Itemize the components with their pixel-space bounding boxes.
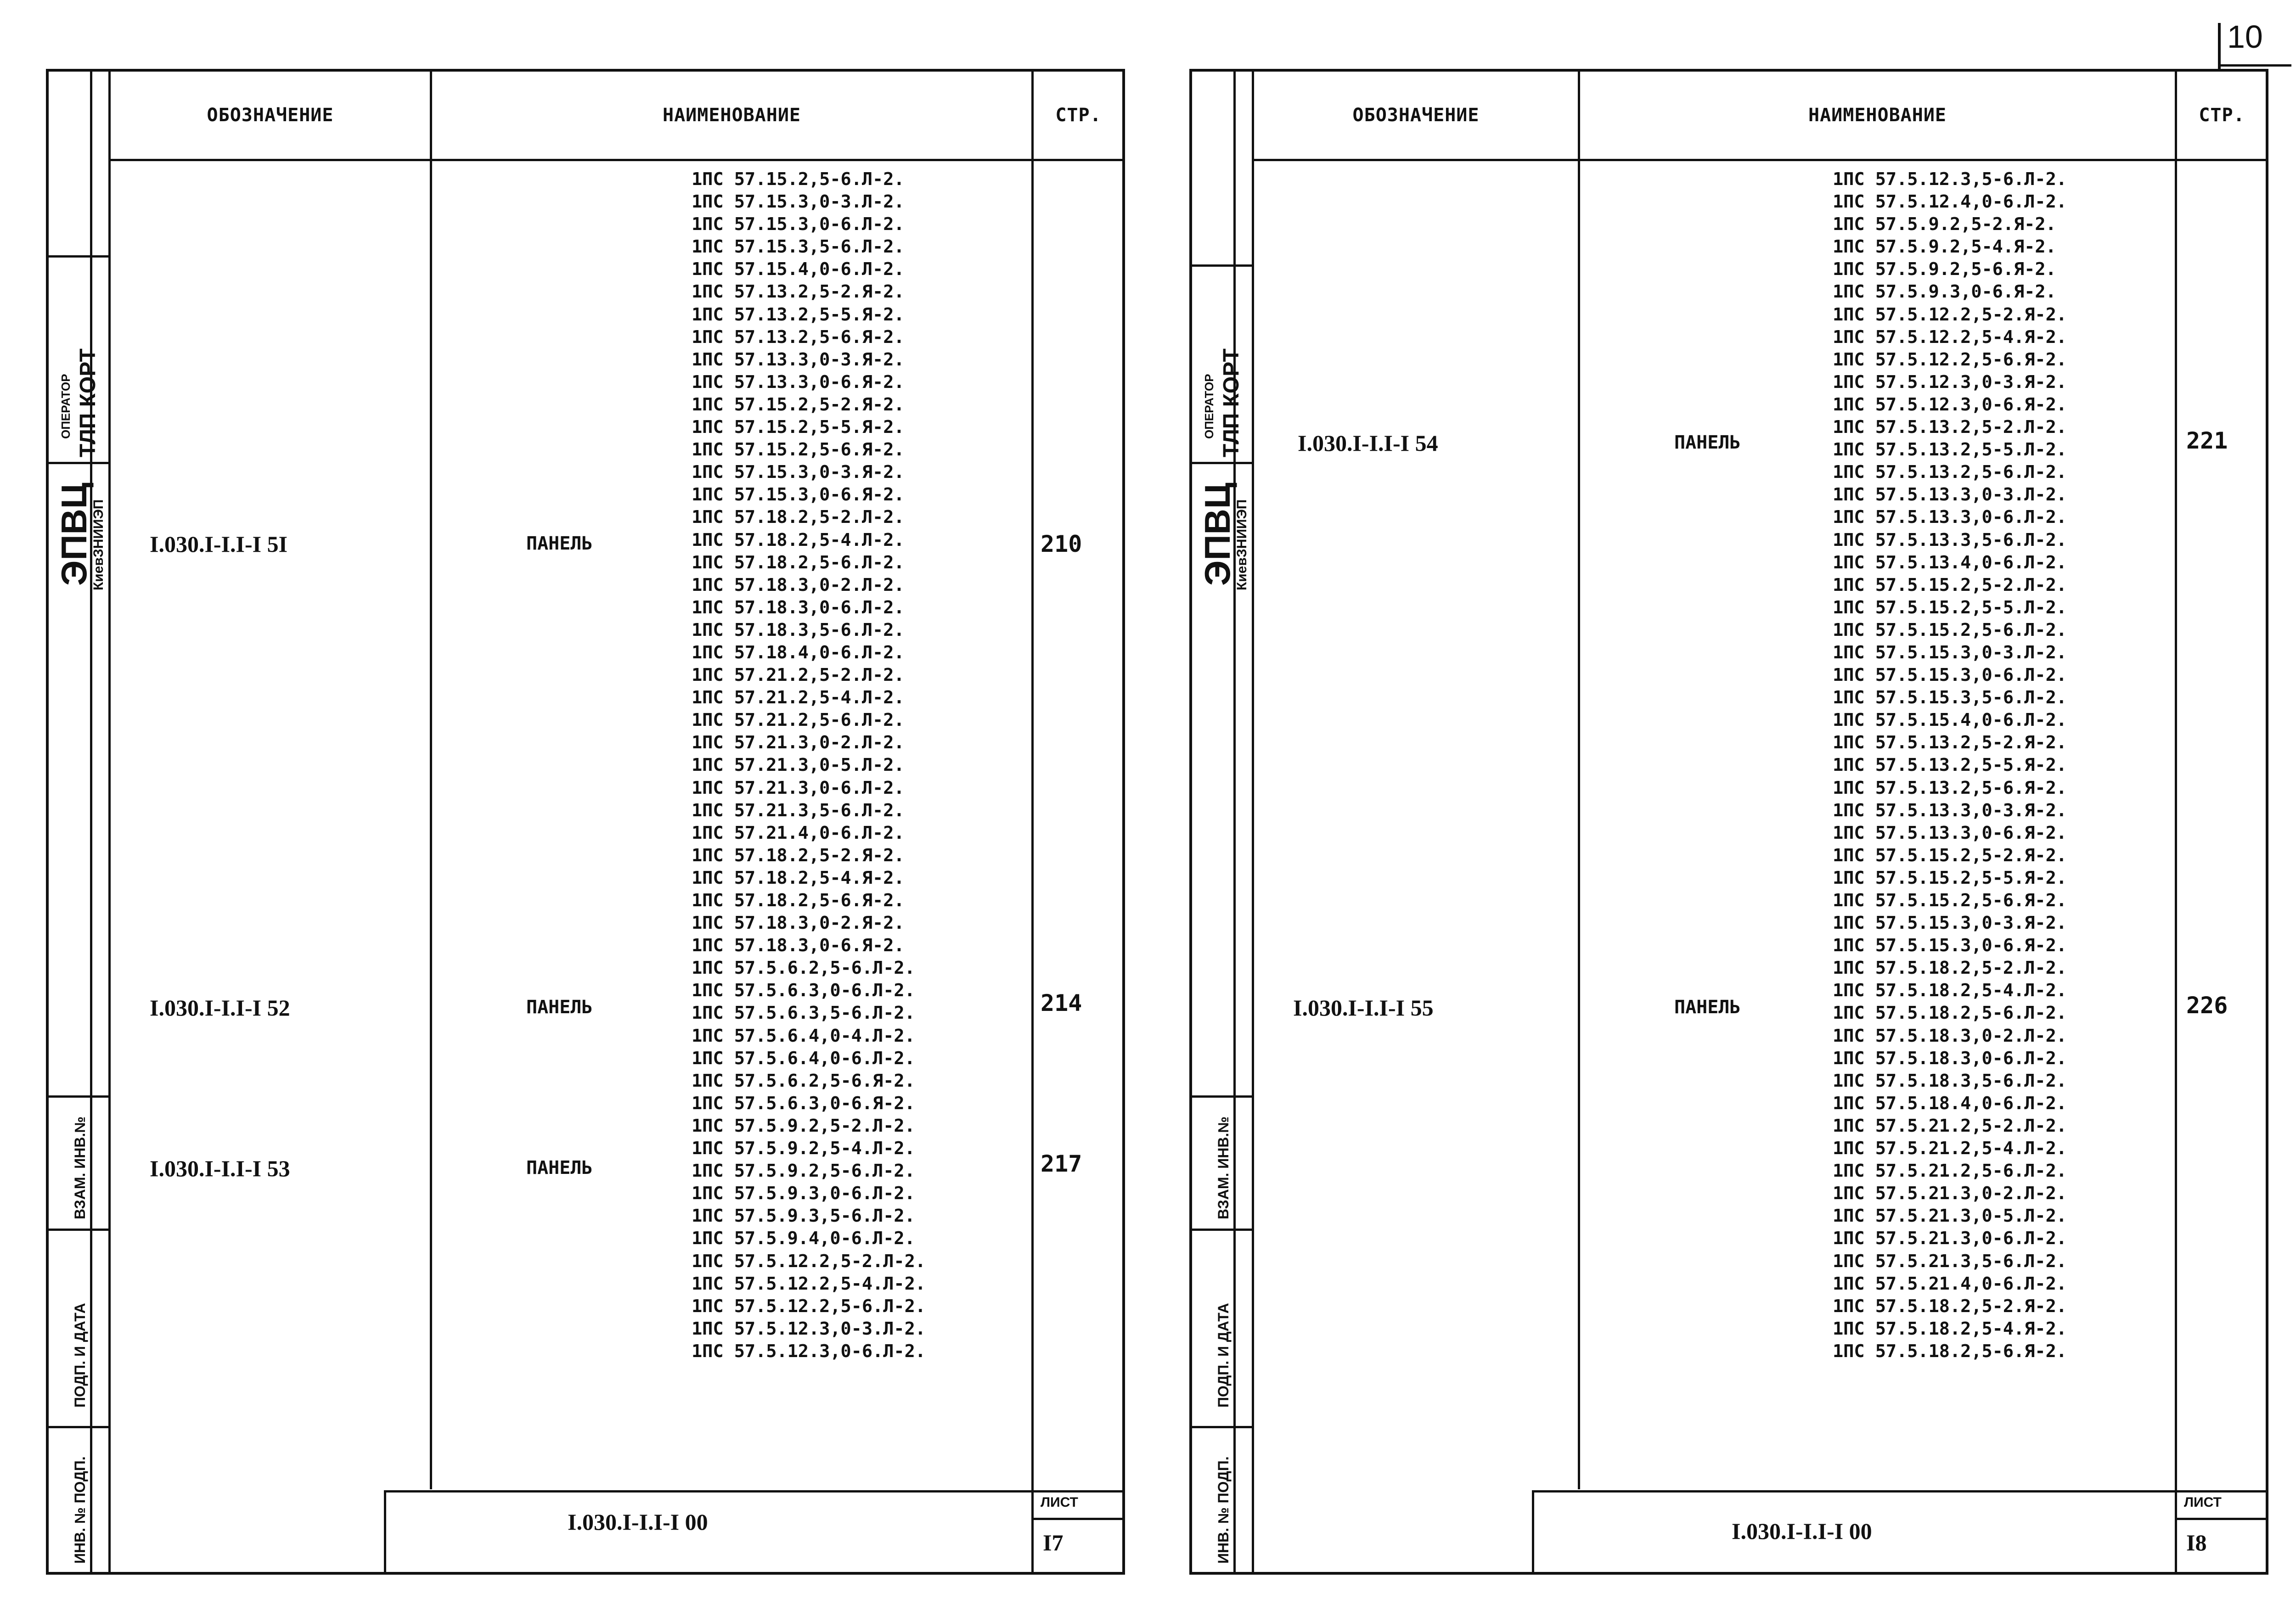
stamp-org-sub: КиевЗНИИЭП xyxy=(1234,499,1249,590)
spec-line: 1ПС 57.18.2,5-6.Л-2. xyxy=(692,552,905,573)
spec-line: 1ПС 57.15.2,5-2.Я-2. xyxy=(692,394,905,415)
header-name: НАИМЕНОВАНИЕ xyxy=(1808,105,1947,126)
spec-line: 1ПС 57.5.21.3,0-6.Л-2. xyxy=(1833,1228,2067,1249)
spec-line: 1ПС 57.5.9.3,5-6.Л-2. xyxy=(692,1206,915,1227)
spec-line: 1ПС 57.21.3,5-6.Л-2. xyxy=(692,800,905,821)
page-number: 10 xyxy=(2227,19,2263,55)
spec-line: 1ПС 57.13.2,5-5.Я-2. xyxy=(692,304,905,325)
spec-line: 1ПС 57.5.6.3,0-6.Я-2. xyxy=(692,1093,915,1114)
list-label: ЛИСТ xyxy=(2184,1495,2222,1510)
spec-line: 1ПС 57.5.15.3,0-6.Л-2. xyxy=(1833,665,2067,686)
spec-line: 1ПС 57.5.21.2,5-4.Л-2. xyxy=(1833,1138,2067,1159)
spec-line: 1ПС 57.5.13.4,0-6.Л-2. xyxy=(1833,552,2067,573)
spec-line: 1ПС 57.5.12.3,0-6.Я-2. xyxy=(1833,394,2067,415)
entry-page: 217 xyxy=(1041,1150,1082,1177)
spec-line: 1ПС 57.5.18.2,5-2.Л-2. xyxy=(1833,958,2067,979)
spec-line: 1ПС 57.15.3,0-6.Л-2. xyxy=(692,214,905,235)
spec-line: 1ПС 57.18.2,5-2.Л-2. xyxy=(692,507,905,528)
header-designation: ОБОЗНАЧЕНИЕ xyxy=(207,105,334,126)
spec-line: 1ПС 57.21.4,0-6.Л-2. xyxy=(692,822,905,843)
spec-line: 1ПС 57.5.18.2,5-6.Л-2. xyxy=(1833,1003,2067,1024)
spec-line: 1ПС 57.18.4,0-6.Л-2. xyxy=(692,642,905,663)
spec-line: 1ПС 57.5.6.4,0-4.Л-2. xyxy=(692,1025,915,1046)
footer-left-border xyxy=(384,1490,386,1572)
stamp-divider xyxy=(1233,72,1236,1572)
entry-page: 226 xyxy=(2186,992,2228,1019)
spec-line: 1ПС 57.5.12.2,5-2.Я-2. xyxy=(1833,304,2067,325)
spec-line: 1ПС 57.18.3,0-6.Л-2. xyxy=(692,597,905,618)
header-designation: ОБОЗНАЧЕНИЕ xyxy=(1352,105,1480,126)
spec-list xyxy=(692,168,926,1363)
header-page: СТР. xyxy=(2199,105,2245,126)
spec-line: 1ПС 57.13.3,0-3.Я-2. xyxy=(692,349,905,370)
spec-line: 1ПС 57.5.15.2,5-6.Я-2. xyxy=(1833,890,2067,911)
stamp-operator-name: ТЛП КОРТ xyxy=(1219,348,1244,457)
list-label: ЛИСТ xyxy=(1041,1495,1078,1510)
list-number: I7 xyxy=(1043,1530,1064,1555)
spec-line: 1ПС 57.5.13.2,5-6.Л-2. xyxy=(1833,462,2067,483)
spec-line: 1ПС 57.5.12.3,5-6.Л-2. xyxy=(1833,169,2067,190)
spec-list xyxy=(1833,168,2067,1363)
header-page: СТР. xyxy=(1055,105,1102,126)
stamp-box-line xyxy=(49,1229,108,1231)
stamp-box-line xyxy=(1192,1426,1252,1428)
footer-divider xyxy=(384,1490,1122,1493)
spec-line: 1ПС 57.5.12.2,5-4.Л-2. xyxy=(692,1273,926,1294)
spec-line: 1ПС 57.21.3,0-2.Л-2. xyxy=(692,732,905,753)
header-divider xyxy=(108,159,1122,161)
entry-name: ПАНЕЛЬ xyxy=(526,1157,593,1178)
spec-line: 1ПС 57.18.3,0-2.Я-2. xyxy=(692,913,905,934)
spec-line: 1ПС 57.5.6.2,5-6.Л-2. xyxy=(692,958,915,979)
spec-line: 1ПС 57.5.18.2,5-6.Я-2. xyxy=(1833,1341,2067,1362)
spec-line: 1ПС 57.5.13.3,0-6.Я-2. xyxy=(1833,822,2067,843)
stamp-box-line xyxy=(1192,1095,1252,1098)
spec-line: 1ПС 57.5.12.2,5-2.Л-2. xyxy=(692,1251,926,1272)
spec-line: 1ПС 57.5.18.2,5-4.Я-2. xyxy=(1833,1318,2067,1339)
spec-line: 1ПС 57.5.9.2,5-6.Я-2. xyxy=(1833,259,2056,280)
stamp-divider xyxy=(108,72,111,1572)
stamp-vzam-inv: ВЗАМ. ИНВ.№ xyxy=(1215,1116,1232,1219)
spec-line: 1ПС 57.5.6.4,0-6.Л-2. xyxy=(692,1048,915,1069)
column-divider xyxy=(430,72,432,1489)
spec-line: 1ПС 57.18.2,5-4.Л-2. xyxy=(692,529,905,550)
spec-line: 1ПС 57.15.3,0-3.Я-2. xyxy=(692,462,905,483)
spec-line: 1ПС 57.21.3,0-5.Л-2. xyxy=(692,755,905,776)
spec-line: 1ПС 57.5.13.3,0-6.Л-2. xyxy=(1833,507,2067,528)
header-divider xyxy=(1252,159,2266,161)
spec-line: 1ПС 57.5.21.3,0-2.Л-2. xyxy=(1833,1183,2067,1204)
stamp-box-line xyxy=(49,462,108,464)
spec-line: 1ПС 57.18.2,5-6.Я-2. xyxy=(692,890,905,911)
spec-line: 1ПС 57.5.15.4,0-6.Л-2. xyxy=(1833,710,2067,731)
entry-code: I.030.I-I.I-I 5I xyxy=(150,531,288,557)
spec-line: 1ПС 57.5.13.3,0-3.Л-2. xyxy=(1833,484,2067,505)
list-label-divider xyxy=(1031,1518,1122,1520)
entry-code: I.030.I-I.I-I 54 xyxy=(1298,430,1438,456)
stamp-inv-podp: ИНВ. № ПОДП. xyxy=(1215,1456,1232,1564)
sheet-left xyxy=(46,69,1125,1575)
spec-line: 1ПС 57.5.15.2,5-6.Л-2. xyxy=(1833,619,2067,640)
stamp-operator-name: ТЛП КОРТ xyxy=(76,348,100,457)
spec-line: 1ПС 57.21.2,5-4.Л-2. xyxy=(692,687,905,708)
spec-line: 1ПС 57.5.15.2,5-2.Л-2. xyxy=(1833,574,2067,595)
spec-line: 1ПС 57.5.15.3,5-6.Л-2. xyxy=(1833,687,2067,708)
spec-line: 1ПС 57.18.3,0-2.Л-2. xyxy=(692,574,905,595)
stamp-box-line xyxy=(1192,1229,1252,1231)
spec-line: 1ПС 57.5.18.4,0-6.Л-2. xyxy=(1833,1093,2067,1114)
footer-code: I.030.I-I.I-I 00 xyxy=(568,1509,708,1535)
stamp-box-line xyxy=(49,1426,108,1428)
spec-line: 1ПС 57.13.2,5-2.Я-2. xyxy=(692,281,905,303)
sheet-right xyxy=(1189,69,2268,1575)
spec-line: 1ПС 57.5.15.3,0-3.Л-2. xyxy=(1833,642,2067,663)
spec-line: 1ПС 57.21.2,5-6.Л-2. xyxy=(692,710,905,731)
column-divider xyxy=(2175,72,2177,1572)
entry-page: 214 xyxy=(1041,990,1082,1016)
entry-code: I.030.I-I.I-I 53 xyxy=(150,1156,290,1181)
stamp-org-sub: КиевЗНИИЭП xyxy=(91,499,106,590)
spec-line: 1ПС 57.5.18.2,5-2.Я-2. xyxy=(1833,1296,2067,1317)
spec-line: 1ПС 57.5.21.2,5-2.Л-2. xyxy=(1833,1115,2067,1136)
spec-line: 1ПС 57.5.9.2,5-2.Я-2. xyxy=(1833,214,2056,235)
spec-line: 1ПС 57.5.15.2,5-5.Я-2. xyxy=(1833,867,2067,888)
spec-line: 1ПС 57.5.15.2,5-5.Л-2. xyxy=(1833,597,2067,618)
list-number: I8 xyxy=(2186,1530,2207,1555)
page-number-underline xyxy=(2218,64,2291,67)
spec-line: 1ПС 57.15.2,5-6.Я-2. xyxy=(692,439,905,460)
spec-line: 1ПС 57.5.18.2,5-4.Л-2. xyxy=(1833,980,2067,1001)
spec-line: 1ПС 57.5.18.3,0-6.Л-2. xyxy=(1833,1048,2067,1069)
spec-line: 1ПС 57.5.9.2,5-4.Я-2. xyxy=(1833,236,2056,258)
spec-line: 1ПС 57.5.9.2,5-2.Л-2. xyxy=(692,1115,915,1136)
stamp-box-line xyxy=(1192,264,1252,267)
spec-line: 1ПС 57.5.13.3,5-6.Л-2. xyxy=(1833,529,2067,550)
stamp-box-line xyxy=(1192,462,1252,464)
spec-line: 1ПС 57.5.6.2,5-6.Я-2. xyxy=(692,1070,915,1091)
stamp-operator-label: ОПЕРАТОР xyxy=(1202,374,1216,439)
spec-line: 1ПС 57.13.2,5-6.Я-2. xyxy=(692,326,905,348)
column-divider xyxy=(1578,72,1580,1489)
spec-line: 1ПС 57.5.13.2,5-5.Л-2. xyxy=(1833,439,2067,460)
spec-line: 1ПС 57.5.21.2,5-6.Л-2. xyxy=(1833,1161,2067,1182)
spec-line: 1ПС 57.15.3,5-6.Л-2. xyxy=(692,236,905,258)
spec-line: 1ПС 57.5.12.3,0-3.Л-2. xyxy=(692,1318,926,1339)
entry-name: ПАНЕЛЬ xyxy=(526,533,593,554)
spec-line: 1ПС 57.18.2,5-2.Я-2. xyxy=(692,845,905,866)
stamp-operator-label: ОПЕРАТОР xyxy=(59,374,73,439)
spec-line: 1ПС 57.5.9.2,5-4.Л-2. xyxy=(692,1138,915,1159)
stamp-box-line xyxy=(49,1095,108,1098)
stamp-org: ЭПВЦ xyxy=(1197,483,1238,586)
page-number-bar xyxy=(2218,23,2221,69)
spec-line: 1ПС 57.18.2,5-4.Я-2. xyxy=(692,867,905,888)
spec-line: 1ПС 57.5.18.3,5-6.Л-2. xyxy=(1833,1070,2067,1091)
spec-line: 1ПС 57.15.3,0-3.Л-2. xyxy=(692,191,905,213)
stamp-divider xyxy=(1252,72,1254,1572)
column-divider xyxy=(1031,72,1034,1572)
entry-name: ПАНЕЛЬ xyxy=(1674,432,1741,453)
stamp-podp-data: ПОДП. И ДАТА xyxy=(72,1303,88,1408)
entry-code: I.030.I-I.I-I 52 xyxy=(150,995,290,1021)
spec-line: 1ПС 57.15.2,5-6.Л-2. xyxy=(692,169,905,190)
list-label-divider xyxy=(2175,1518,2266,1520)
spec-line: 1ПС 57.5.12.2,5-6.Я-2. xyxy=(1833,349,2067,370)
footer-divider xyxy=(1532,1490,2266,1493)
footer-code: I.030.I-I.I-I 00 xyxy=(1732,1518,1872,1544)
entry-page: 221 xyxy=(2186,427,2228,454)
spec-line: 1ПС 57.5.6.3,5-6.Л-2. xyxy=(692,1003,915,1024)
spec-line: 1ПС 57.5.15.3,0-3.Я-2. xyxy=(1833,913,2067,934)
spec-line: 1ПС 57.5.21.3,0-5.Л-2. xyxy=(1833,1206,2067,1227)
stamp-org: ЭПВЦ xyxy=(54,483,94,586)
entry-name: ПАНЕЛЬ xyxy=(1674,997,1741,1018)
spec-line: 1ПС 57.5.12.2,5-4.Я-2. xyxy=(1833,326,2067,348)
spec-line: 1ПС 57.15.2,5-5.Я-2. xyxy=(692,417,905,438)
spec-line: 1ПС 57.5.12.4,0-6.Л-2. xyxy=(1833,191,2067,213)
spec-line: 1ПС 57.13.3,0-6.Я-2. xyxy=(692,371,905,393)
spec-line: 1ПС 57.5.6.3,0-6.Л-2. xyxy=(692,980,915,1001)
spec-line: 1ПС 57.15.4,0-6.Л-2. xyxy=(692,259,905,280)
spec-line: 1ПС 57.5.12.3,0-3.Я-2. xyxy=(1833,371,2067,393)
spec-line: 1ПС 57.5.9.3,0-6.Л-2. xyxy=(692,1183,915,1204)
spec-line: 1ПС 57.21.2,5-2.Л-2. xyxy=(692,665,905,686)
spec-line: 1ПС 57.21.3,0-6.Л-2. xyxy=(692,777,905,798)
entry-code: I.030.I-I.I-I 55 xyxy=(1293,995,1434,1021)
spec-line: 1ПС 57.18.3,0-6.Я-2. xyxy=(692,935,905,956)
stamp-box-line xyxy=(49,255,108,258)
stamp-inv-podp: ИНВ. № ПОДП. xyxy=(72,1456,88,1564)
footer-left-border xyxy=(1532,1490,1534,1572)
spec-line: 1ПС 57.5.12.3,0-6.Л-2. xyxy=(692,1341,926,1362)
spec-line: 1ПС 57.5.9.2,5-6.Л-2. xyxy=(692,1161,915,1182)
spec-line: 1ПС 57.5.13.3,0-3.Я-2. xyxy=(1833,800,2067,821)
spec-line: 1ПС 57.5.21.3,5-6.Л-2. xyxy=(1833,1251,2067,1272)
entry-page: 210 xyxy=(1041,531,1082,557)
spec-line: 1ПС 57.5.9.4,0-6.Л-2. xyxy=(692,1228,915,1249)
stamp-vzam-inv: ВЗАМ. ИНВ.№ xyxy=(72,1116,88,1219)
spec-line: 1ПС 57.5.12.2,5-6.Л-2. xyxy=(692,1296,926,1317)
spec-line: 1ПС 57.5.9.3,0-6.Я-2. xyxy=(1833,281,2056,303)
spec-line: 1ПС 57.18.3,5-6.Л-2. xyxy=(692,619,905,640)
spec-line: 1ПС 57.5.13.2,5-2.Я-2. xyxy=(1833,732,2067,753)
spec-line: 1ПС 57.5.13.2,5-6.Я-2. xyxy=(1833,777,2067,798)
spec-line: 1ПС 57.5.13.2,5-5.Я-2. xyxy=(1833,755,2067,776)
spec-line: 1ПС 57.5.13.2,5-2.Л-2. xyxy=(1833,417,2067,438)
stamp-divider xyxy=(90,72,92,1572)
spec-line: 1ПС 57.15.3,0-6.Я-2. xyxy=(692,484,905,505)
spec-line: 1ПС 57.5.15.2,5-2.Я-2. xyxy=(1833,845,2067,866)
entry-name: ПАНЕЛЬ xyxy=(526,997,593,1018)
spec-line: 1ПС 57.5.15.3,0-6.Я-2. xyxy=(1833,935,2067,956)
header-name: НАИМЕНОВАНИЕ xyxy=(663,105,801,126)
spec-line: 1ПС 57.5.18.3,0-2.Л-2. xyxy=(1833,1025,2067,1046)
spec-line: 1ПС 57.5.21.4,0-6.Л-2. xyxy=(1833,1273,2067,1294)
stamp-podp-data: ПОДП. И ДАТА xyxy=(1215,1303,1232,1408)
